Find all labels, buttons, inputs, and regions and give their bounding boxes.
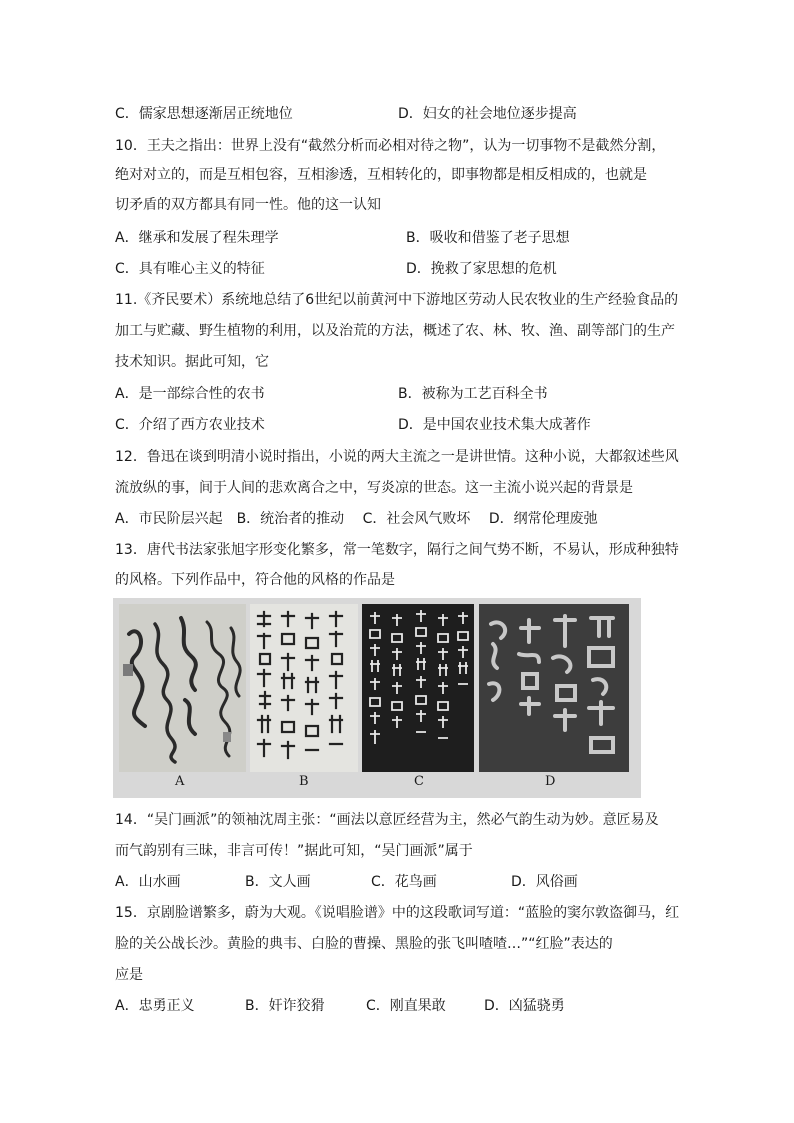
q10-option-d: D．挽救了家思想的危机 [406, 261, 557, 277]
panel-label-b: B [299, 774, 309, 789]
q10-stem-line-2: 绝对对立的，而是互相包容，互相渗透，互相转化的，即事物都是相反相成的，也就是 [115, 167, 647, 183]
q14-option-b: B．文人画 [245, 874, 311, 890]
q13-stem-line-1: 13．唐代书法家张旭字形变化繁多，常一笔数字，隔行之间气势不断，不易认，形成种独特 [115, 542, 679, 558]
q14-option-c: C．花鸟画 [371, 874, 437, 890]
q12-options: A．市民阶层兴起 B．统治者的推动 C．社会风气败坏 D．纲常伦理废弛 [115, 511, 598, 527]
q15-stem-line-3: 应是 [115, 967, 143, 983]
q10-stem-line-3: 切矛盾的双方都具有同一性。他的这一认知 [115, 197, 381, 213]
q10-option-c: C．具有唯心主义的特征 [115, 261, 265, 277]
q12-stem-line-1: 12．鲁迅在谈到明清小说时指出，小说的两大主流之一是讲世情。这种小说，大都叙述些风 [115, 449, 679, 465]
q14-option-a: A．山水画 [115, 874, 181, 890]
q9-option-c: C．儒家思想逐渐居正统地位 [115, 106, 293, 122]
q11-stem-line-3: 技术知识。据此可知，它 [115, 354, 269, 370]
q14-stem-line-1: 14．“吴门画派”的领袖沈周主张：“画法以意匠经营为主，然必气韵生动为妙。意匠易及 [115, 812, 659, 828]
calligraphy-panel-b [250, 604, 358, 772]
q14-stem-line-2: 而气韵别有三昧，非言可传！”据此可知，“吴门画派”属于 [115, 843, 473, 859]
q11-stem-line-2: 加工与贮藏、野生植物的利用，以及治荒的方法，概述了农、林、牧、渔、副等部门的生产 [115, 323, 675, 339]
calligraphy-panel-a [119, 604, 246, 772]
q9-option-d: D．妇女的社会地位逐步提高 [398, 106, 577, 122]
q10-option-b: B．吸收和借鉴了老子思想 [406, 230, 570, 246]
q11-option-c: C．介绍了西方农业技术 [115, 417, 265, 433]
q10-option-a: A．继承和发展了程朱理学 [115, 230, 279, 246]
calligraphy-image [113, 598, 641, 798]
q11-option-d: D．是中国农业技术集大成著作 [398, 417, 591, 433]
q13-stem-line-2: 的风格。下列作品中，符合他的风格的作品是 [115, 572, 395, 588]
panel-label-c: C [414, 774, 424, 789]
q15-stem-line-1: 15．京剧脸谱繁多，蔚为大观。《说唱脸谱》中的这段歌词写道：“蓝脸的窦尔敦盗御马，红 [115, 905, 680, 921]
q11-option-b: B．被称为工艺百科全书 [398, 386, 548, 402]
q14-option-d: D．风俗画 [511, 874, 578, 890]
q15-option-a: A．忠勇正义 [115, 998, 195, 1014]
q15-option-c: C．刚直果敢 [366, 998, 446, 1014]
panel-label-a: A [175, 774, 185, 789]
calligraphy-panel-d [479, 604, 629, 772]
panel-label-d: D [545, 774, 556, 789]
q11-stem-line-1: 11.《齐民要术）系统地总结了6世纪以前黄河中下游地区劳动人民农牧业的生产经验食品的 [115, 292, 679, 308]
q10-stem-line-1: 10．王夫之指出：世界上没有“截然分析而必相对待之物”，认为一切事物不是截然分割， [115, 138, 666, 154]
calligraphy-panel-c [362, 604, 474, 772]
q11-option-a: A．是一部综合性的农书 [115, 386, 265, 402]
q15-stem-line-2: 脸的关公战长沙。黄脸的典韦、白脸的曹操、黑脸的张飞叫喳喳…”“红脸”表达的 [115, 936, 613, 952]
q15-option-d: D．凶猛骁勇 [484, 998, 565, 1014]
q15-option-b: B．奸诈狡猾 [245, 998, 325, 1014]
q12-stem-line-2: 流放纵的事，间于人间的悲欢离合之中，写炎凉的世态。这一主流小说兴起的背景是 [115, 480, 633, 496]
